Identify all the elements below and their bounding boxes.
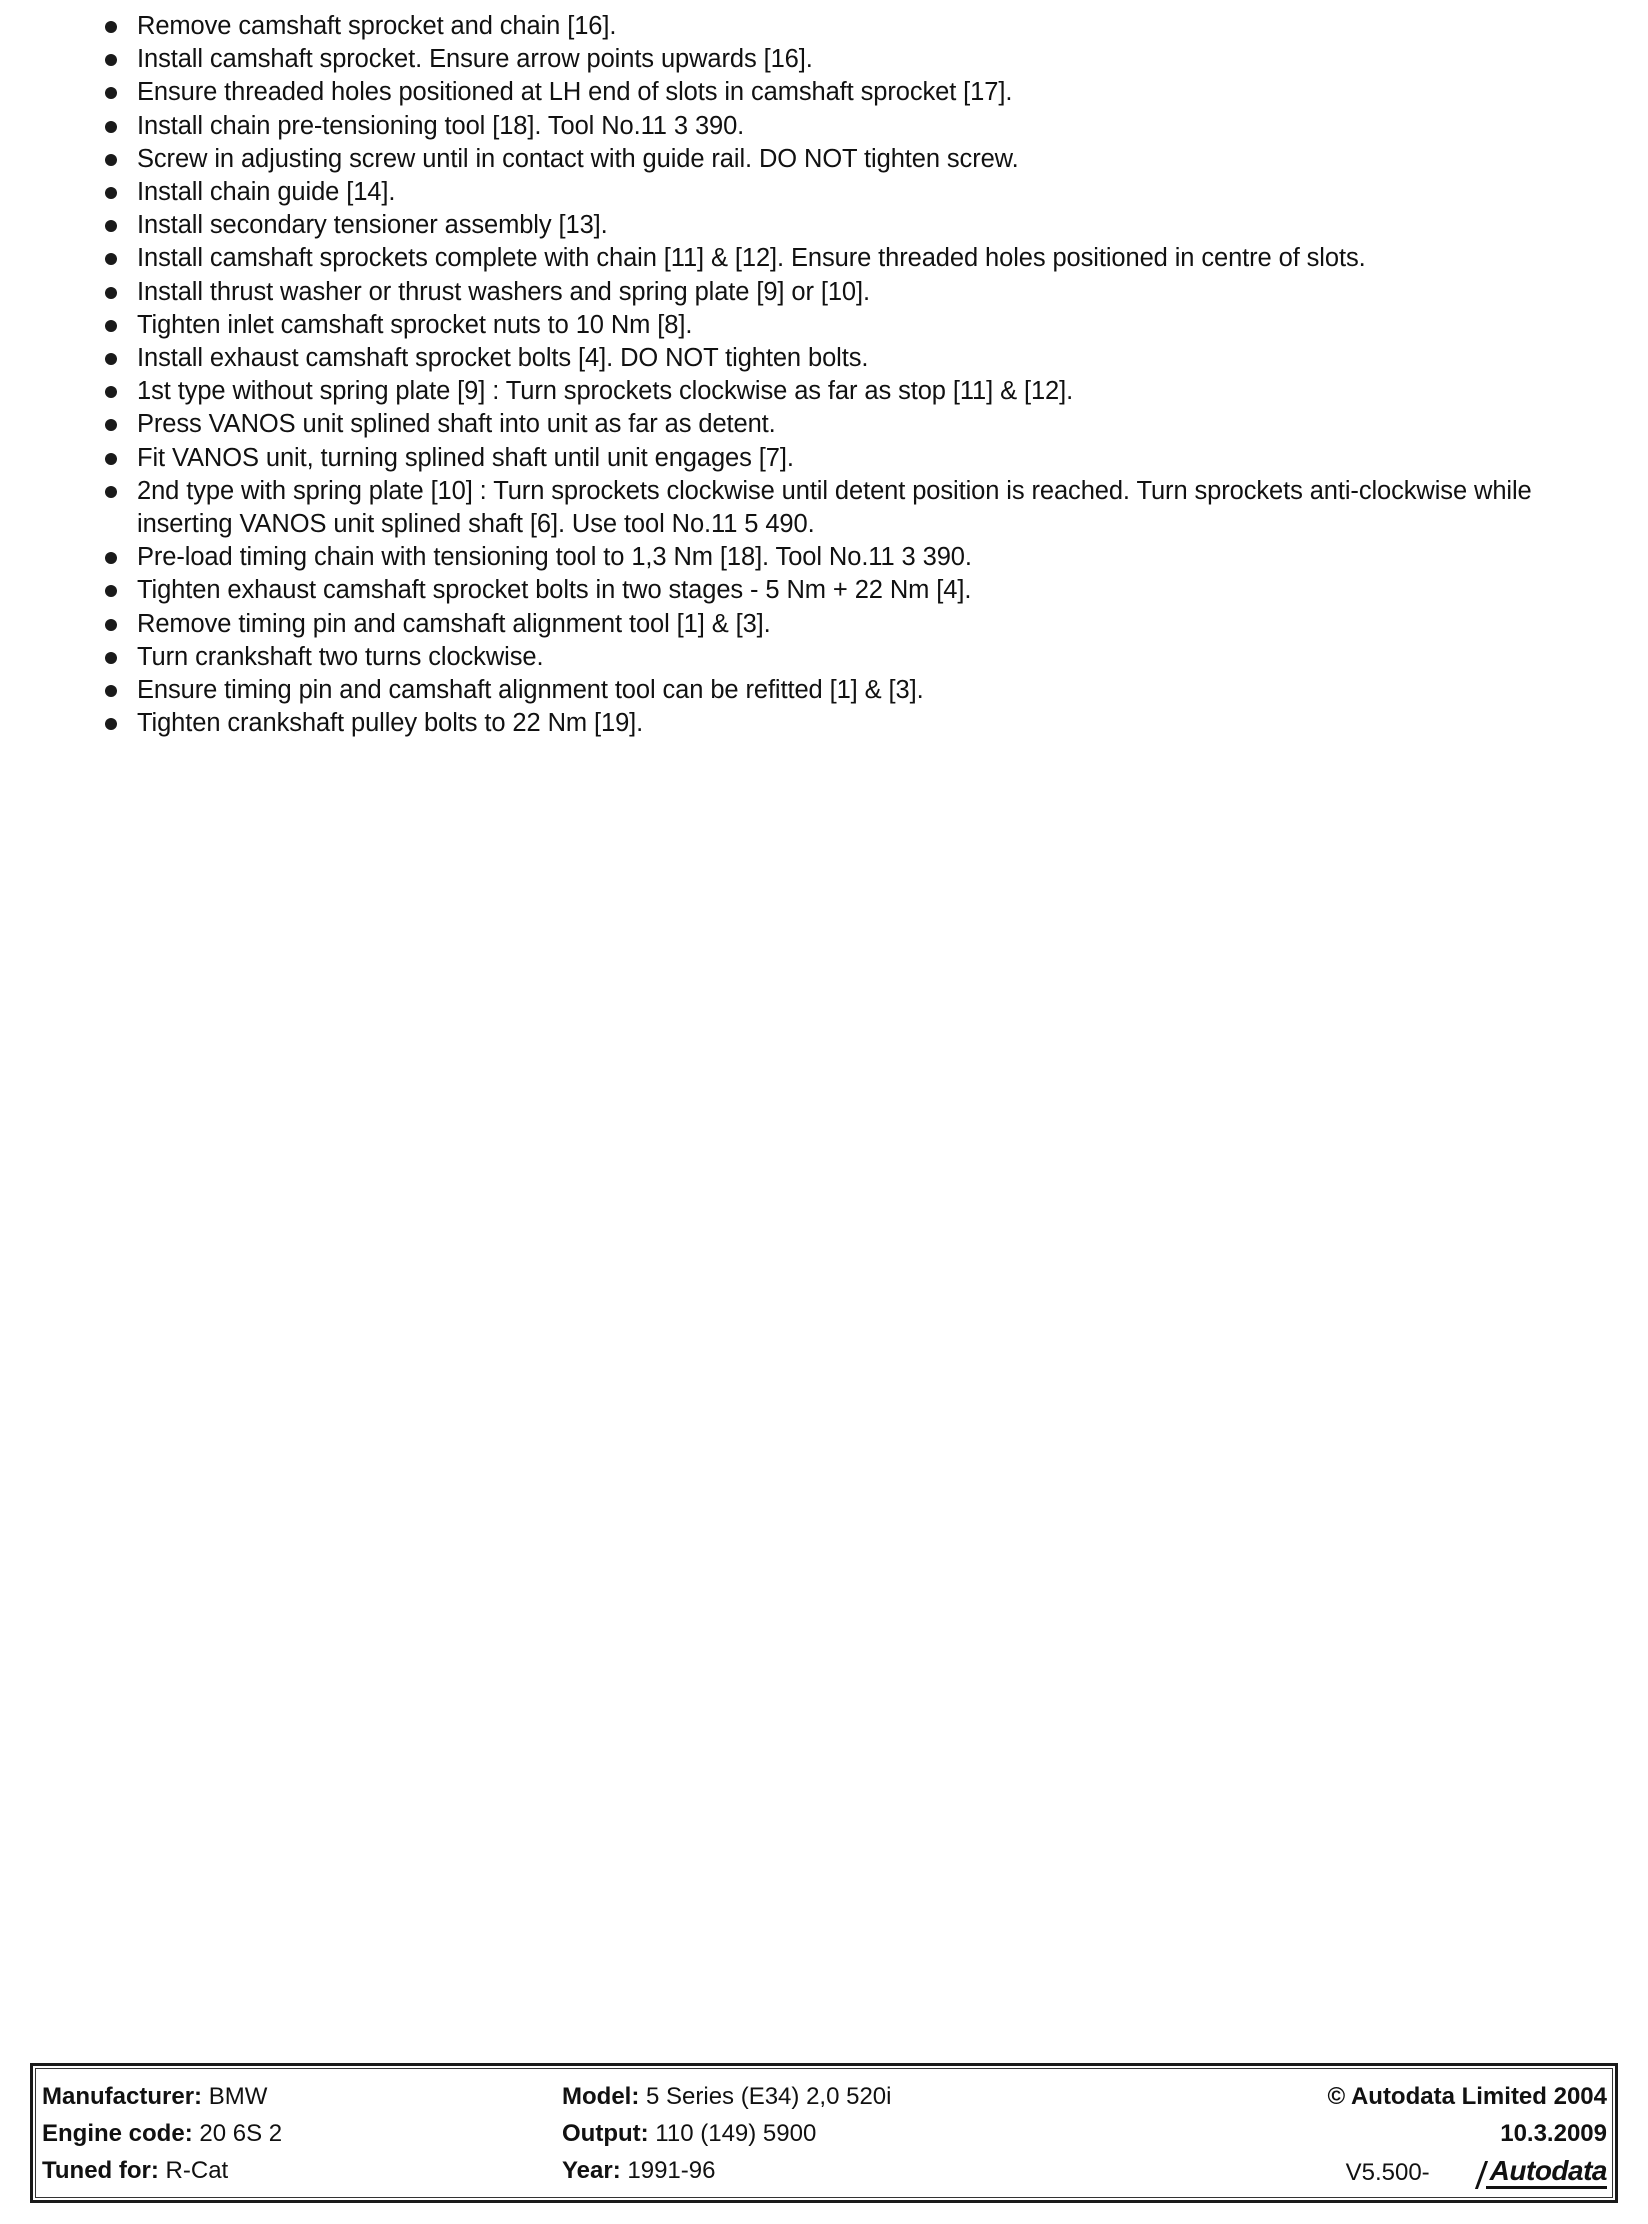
step-item: [0, 342, 1648, 375]
step-text: Install chain guide [14].: [137, 178, 396, 207]
version-row: [1327, 2152, 1607, 2191]
step-item: [0, 143, 1648, 176]
manufacturer-label: Manufacturer:: [42, 2083, 203, 2110]
step-item: [0, 442, 1648, 475]
step-text: Tighten inlet camshaft sprocket nuts to 10 Nm [8].: [137, 310, 693, 339]
version-number: V5.500-: [1345, 2159, 1430, 2186]
step-item: [0, 209, 1648, 242]
manufacturer-value: BMW: [208, 2083, 268, 2110]
step-text: Pre-load timing chain with tensioning tool to 1,3 Nm [18]. Tool No.11 3 390.: [137, 543, 972, 572]
step-item: [0, 641, 1648, 674]
step-item: [0, 475, 1648, 541]
print-date: 10.3.2009: [1500, 2120, 1607, 2147]
bullet-icon: [105, 154, 117, 166]
bullet-icon: [105, 121, 117, 133]
engine-code-value: 20 6S 2: [199, 2120, 283, 2147]
step-item: [0, 674, 1648, 707]
step-item: [0, 574, 1648, 607]
step-item: [0, 541, 1648, 574]
year-row: [562, 2152, 891, 2189]
bullet-icon: [105, 287, 117, 299]
step-text: Install thrust washer or thrust washers and spring plate [9] or [10].: [137, 277, 870, 306]
footer-model-column: [562, 2078, 891, 2189]
step-text: Press VANOS unit splined shaft into unit as far as detent.: [137, 410, 776, 439]
step-text: Turn crankshaft two turns clockwise.: [137, 642, 544, 671]
step-item: [0, 608, 1648, 641]
tuned-for-label: Tuned for:: [42, 2157, 159, 2184]
step-item: [0, 10, 1648, 43]
step-item: [0, 276, 1648, 309]
step-text: Install chain pre-tensioning tool [18]. Tool No.11 3 390.: [137, 111, 745, 140]
step-text: Ensure timing pin and camshaft alignment tool can be refitted [1] & [3].: [137, 676, 924, 705]
step-item: [0, 707, 1648, 740]
step-text: Tighten exhaust camshaft sprocket bolts in two stages - 5 Nm + 22 Nm [4].: [137, 576, 972, 605]
step-text: Install camshaft sprocket. Ensure arrow points upwards [16].: [137, 45, 813, 74]
tuned-for-value: R-Cat: [165, 2157, 229, 2184]
bullet-icon: [105, 419, 117, 431]
bullet-icon: [105, 220, 117, 232]
year-label: Year:: [562, 2157, 621, 2184]
bullet-icon: [105, 619, 117, 631]
step-text: Remove timing pin and camshaft alignment tool [1] & [3].: [137, 609, 771, 638]
year-value: 1991-96: [627, 2157, 716, 2184]
step-item: [0, 408, 1648, 441]
bullet-icon: [105, 718, 117, 730]
model-label: Model:: [562, 2083, 640, 2110]
engine-code-row: [42, 2115, 282, 2152]
bullet-icon: [105, 585, 117, 597]
bullet-icon: [105, 552, 117, 564]
step-text: Fit VANOS unit, turning splined shaft until unit engages [7].: [137, 443, 794, 472]
bullet-icon: [105, 320, 117, 332]
copyright-notice: © Autodata Limited 2004: [1327, 2083, 1607, 2110]
bullet-icon: [105, 21, 117, 33]
step-item: [0, 176, 1648, 209]
bullet-icon: [105, 187, 117, 199]
engine-code-label: Engine code:: [42, 2120, 193, 2147]
tuned-for-row: [42, 2152, 282, 2189]
bullet-icon: [105, 453, 117, 465]
step-text: 2nd type with spring plate [10] : Turn sprockets clockwise until detent position is reached. Turn sprockets anti-clockwise while inserting VANOS unit splined shaft [6]. Use tool No.11 5 490.: [137, 476, 1532, 539]
model-value: 5 Series (E34) 2,0 520i: [646, 2083, 892, 2110]
vehicle-info-footer: [30, 2063, 1618, 2203]
autodata-logo: Autodata: [1486, 2155, 1607, 2189]
output-row: [562, 2115, 891, 2152]
procedure-steps-list: [0, 10, 1648, 740]
footer-vehicle-column: [42, 2078, 282, 2189]
bullet-icon: [105, 652, 117, 664]
step-text: Ensure threaded holes positioned at LH end of slots in camshaft sprocket [17].: [137, 78, 1013, 107]
step-text: Screw in adjusting screw until in contact with guide rail. DO NOT tighten screw.: [137, 144, 1019, 173]
step-text: Install camshaft sprockets complete with chain [11] & [12]. Ensure threaded holes positioned in centre of slots.: [137, 244, 1366, 273]
step-text: Install exhaust camshaft sprocket bolts [4]. DO NOT tighten bolts.: [137, 344, 869, 373]
bullet-icon: [105, 353, 117, 365]
bullet-icon: [105, 386, 117, 398]
bullet-icon: [105, 54, 117, 66]
step-item: [0, 375, 1648, 408]
step-text: Tighten crankshaft pulley bolts to 22 Nm [19].: [137, 709, 644, 738]
step-item: [0, 76, 1648, 109]
step-item: [0, 242, 1648, 275]
step-item: [0, 309, 1648, 342]
output-label: Output:: [562, 2120, 649, 2147]
bullet-icon: [105, 486, 117, 498]
step-text: Install secondary tensioner assembly [13].: [137, 211, 608, 240]
step-text: Remove camshaft sprocket and chain [16].: [137, 12, 617, 40]
step-item: [0, 43, 1648, 76]
bullet-icon: [105, 685, 117, 697]
manufacturer-row: [42, 2078, 282, 2115]
bullet-icon: [105, 253, 117, 265]
bullet-icon: [105, 87, 117, 99]
footer-publisher-column: [1327, 2078, 1607, 2191]
output-value: 110 (149) 5900: [655, 2120, 817, 2147]
step-text: 1st type without spring plate [9] : Turn sprockets clockwise as far as stop [11] & [12].: [137, 377, 1074, 406]
model-row: [562, 2078, 891, 2115]
step-item: [0, 110, 1648, 143]
